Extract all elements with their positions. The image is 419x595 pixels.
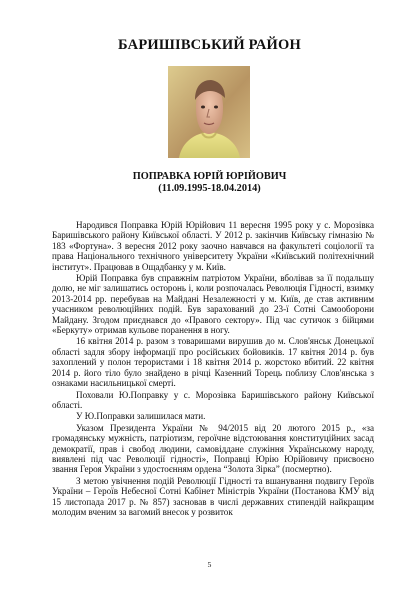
portrait-photo <box>168 66 250 158</box>
person-dates: (11.09.1995-18.04.2014) <box>158 183 261 194</box>
paragraph-slovyansk: 16 квітня 2014 р. разом з товаришами вирушив до м. Слов'янськ Донецької області задля збору інформації про російських бойовиків. 17 квітня 2014 р. був захоплений у полон терористами і 18 квітня 2014 р. жорстоко вбитий. 22 квітня 2014 р. його тіло було знайдено в річці Казенний Торець поблизу Слов'янська з ознаками насильницької смерті. <box>52 336 374 389</box>
paragraph-birth: Народився Поправка Юрій Юрійович 11 вересня 1995 року у с. Морозівка Баришівського району Київської області. У 2012 р. закінчив Київську гімназію № 183 «Фортуна». З вересня 2012 року заочно навчався на факультеті соціології та права Національного технічного університету України «Київський політехнічний інститут». Працював в Ощадбанку у м. Київ. <box>52 220 374 272</box>
page-title: БАРИШІВСЬКИЙ РАЙОН <box>118 37 301 53</box>
person-heading <box>0 171 419 195</box>
paragraph-award: Указом Президента України № 94/2015 від 20 лютого 2015 р., «за громадянську мужність, патріотизм, героїчне відстоювання конституційних засад демократії, прав і свобод людини, самовіддане служіння Українському народу, виявлені під час Революції гідності», Поправці Юрію Юрійовичу присвоєно звання Героя України з удостоєнням ордена “Золота Зірка” (посмертно). <box>52 422 374 475</box>
person-name: ПОПРАВКА ЮРІЙ ЮРІЙОВИЧ <box>132 171 287 182</box>
paragraph-burial: Поховали Ю.Поправку у с. Морозівка Баришівського району Київської області. <box>52 389 374 410</box>
page-number: 5 <box>207 560 212 569</box>
paragraph-revolution: Юрій Поправка був справжнім патріотом України, вболівав за її подальшу долю, не міг залишатись осторонь і, коли розпочалась Революція Гідності, взимку 2013-2014 рр. перебував на Майдані Незалежності у м. Київ, де став активним учасником революційних подій. Був зарахований до 23-ї Сотні Самооборони Майдану. Згодом приєднався до «Правого сектору». Під час сутичок з бійцями «Беркуту» отримав кульове поранення в ногу. <box>52 273 374 336</box>
paragraph-mother: У Ю.Поправки залишилася мати. <box>76 411 206 422</box>
biography-text <box>52 220 374 517</box>
paragraph-stipend: З метою увічнення подій Революції Гідності та вшанування подвигу Героїв України – Героїв Небесної Сотні Кабінет Міністрів України (Постанова КМУ від 15 листопада 2017 р. № 857) засновав в числі державних стипендій найкращим молодим вченим за вагомий внесок у розвиток <box>52 475 374 517</box>
